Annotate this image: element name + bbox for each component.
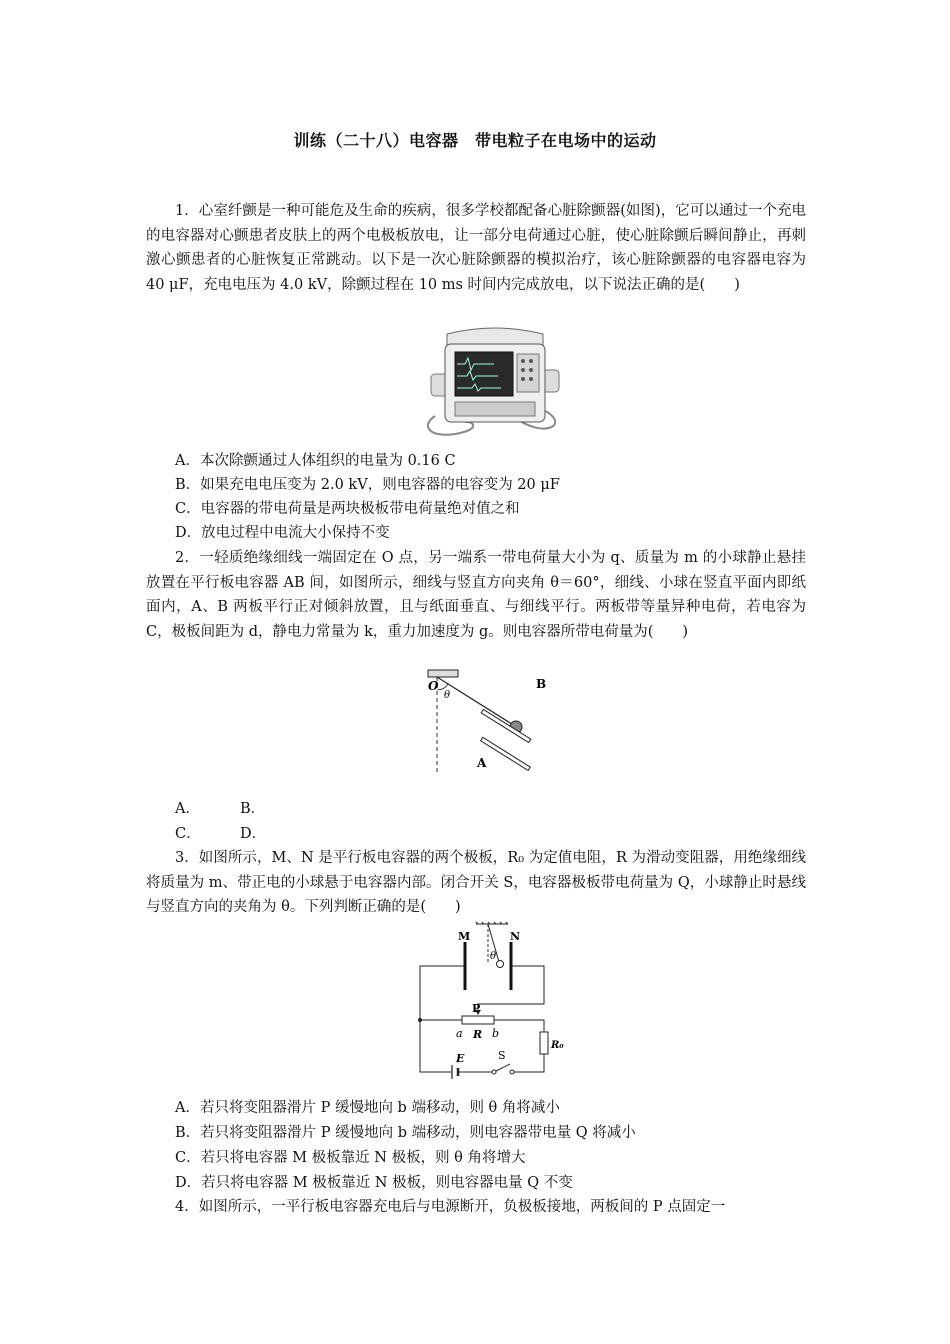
q3-option-a[interactable]: A．若只将变阻器滑片 P 缓慢地向 b 端移动，则 θ 角将减小 bbox=[175, 1100, 560, 1116]
question-2-text: 2．一轻质绝缘细线一端固定在 O 点，另一端系一带电荷量大小为 q、质量为 m 的小球静止悬挂放置在平行板电容器 AB 间，如图所示，细线与竖直方向夹角 θ＝60°，细线、小球在竖直平面内即纸面内，A、B 两板平行正对倾斜放置，且与纸面垂直、与细线平行。两板带等量异种电荷，若电容为 C，极板间距为 d，静电力常量为 k，重力加速度为 g。则电容器所带电荷量为( ) bbox=[146, 550, 806, 640]
label-e: E bbox=[456, 1052, 465, 1065]
q1-option-a[interactable]: A．本次除颤通过人体组织的电量为 0.16 C bbox=[175, 453, 456, 469]
q1-option-b[interactable]: B．如果充电电压变为 2.0 kV，则电容器的电容变为 20 μF bbox=[175, 477, 560, 493]
q2-option-a[interactable]: A． bbox=[175, 801, 200, 817]
label-a-end: a bbox=[456, 1027, 463, 1040]
q2-options-row-1 bbox=[175, 797, 266, 821]
capacitor-circuit-diagram bbox=[412, 922, 572, 1082]
label-b-end: b bbox=[492, 1027, 500, 1040]
q2-option-d[interactable]: D． bbox=[240, 826, 267, 842]
label-n: N bbox=[510, 930, 521, 943]
label-theta: θ bbox=[444, 690, 451, 701]
label-r: R bbox=[473, 1028, 483, 1041]
question-4-text: 4．如图所示，一平行板电容器充电后与电源断开，负极板接地，两板间的 P 点固定一 bbox=[175, 1199, 726, 1215]
label-o: O bbox=[428, 679, 439, 693]
q2-option-c[interactable]: C． bbox=[175, 826, 201, 842]
defibrillator-image bbox=[425, 326, 565, 442]
q1-option-c[interactable]: C．电容器的带电荷量是两块极板带电荷量绝对值之和 bbox=[175, 501, 520, 517]
label-p: P bbox=[472, 1002, 481, 1015]
q2-options-row-2 bbox=[175, 822, 267, 846]
q3-option-c[interactable]: C．若只将电容器 M 极板靠近 N 极板，则 θ 角将增大 bbox=[175, 1150, 526, 1166]
q3-option-b[interactable]: B．若只将变阻器滑片 P 缓慢地向 b 端移动，则电容器带电量 Q 将减小 bbox=[175, 1125, 636, 1141]
label-m: M bbox=[458, 930, 471, 943]
q3-option-d[interactable]: D．若只将电容器 M 极板靠近 N 极板，则电容器电量 Q 不变 bbox=[175, 1175, 573, 1191]
label-b: B bbox=[536, 677, 547, 691]
q2-option-b[interactable]: B． bbox=[240, 801, 266, 817]
q1-option-d[interactable]: D．放电过程中电流大小保持不变 bbox=[175, 525, 390, 541]
question-1-text: 1．心室纤颤是一种可能危及生命的疾病，很多学校都配备心脏除颤器(如图)，它可以通过一个充电的电容器对心颤患者皮肤上的两个电极板放电，让一部分电荷通过心脏，使心脏除颤后瞬间静止，再刺激心颤患者的心脏恢复正常跳动。以下是一次心脏除颤器的模拟治疗，该心脏除颤器的电容器电容为 40 μF，充电电压为 4.0 kV，除颤过程在 10 ms 时间内完成放电，以下说法正确的是( ) bbox=[146, 203, 806, 293]
pendulum-capacitor-diagram bbox=[420, 668, 560, 776]
label-s: S bbox=[498, 1049, 506, 1062]
label-r0: R₀ bbox=[551, 1040, 564, 1051]
question-3-text: 3．如图所示，M、N 是平行板电容器的两个极板，R₀ 为定值电阻，R 为滑动变阻器，用绝缘细线将质量为 m、带正电的小球悬于电容器内部。闭合开关 S，电容器极板带电荷量为 Q，小球静止时悬线与竖直方向的夹角为 θ。下列判断正确的是( ) bbox=[146, 850, 806, 916]
label-theta-3: θ bbox=[490, 951, 497, 962]
page-title: 训练（二十八）电容器 带电粒子在电场中的运动 bbox=[293, 131, 657, 150]
label-a: A bbox=[477, 756, 487, 770]
